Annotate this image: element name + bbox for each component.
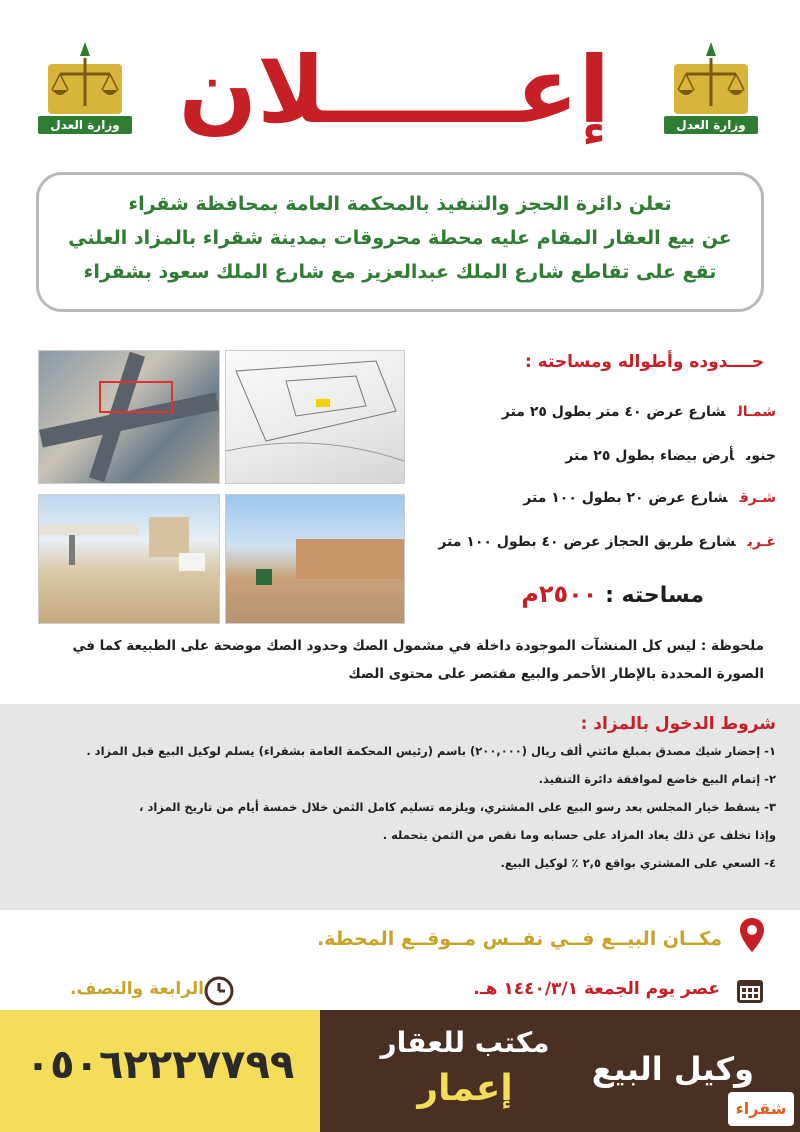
conditions-heading: شروط الدخول بالمزاد : <box>580 714 776 734</box>
announcement-line: عن بيع العقار المقام عليه محطة محروقات بمدينة شقراء بالمزاد العلني <box>68 227 732 249</box>
condition-item: ٤- السعي على المشتري بواقع ٢,٥ ٪ لوكيل البيع. <box>500 856 776 870</box>
note-text: ملحوظة : ليس كل المنشآت الموجودة داخلة في مشمول الصك وحدود الصك موضحة على الطبيعة كما في الصورة المحددة بالإطار الأحمر والبيع مقتصر على محتوى الصك <box>72 638 764 682</box>
sale-time: الرابعة والنصف. <box>70 979 204 999</box>
boundary-text: شارع عرض ٢٠ بطول ١٠٠ متر <box>523 490 728 506</box>
page-title: إعــــــلان <box>178 37 610 144</box>
footer-banner <box>0 1010 800 1132</box>
condition-item: ٢- إتمام البيع خاضع لموافقة دائرة التنفيذ. <box>538 772 776 786</box>
logo-label: وزارة العدل <box>38 116 132 134</box>
direction-label: غـرب <box>747 534 776 550</box>
location-pin-icon <box>740 918 764 952</box>
phone-number[interactable]: ٠٥٠٦٢٢٢٧٧٩٩ <box>25 1042 295 1088</box>
calendar-icon <box>736 976 764 1004</box>
scales-emblem-icon <box>664 38 758 116</box>
condition-item: ٣- يسقط خيار المجلس بعد رسو البيع على المشتري، ويلزمه تسليم كامل الثمن خلال خمسة أيام من تاريخ المزاد ، <box>139 800 776 814</box>
station-photo-1 <box>38 494 220 624</box>
boundary-south <box>396 448 776 464</box>
office-label: مكتب للعقار <box>380 1026 550 1059</box>
station-photo-2 <box>225 494 405 624</box>
boundary-text: أرض بيضاء بطول ٢٥ متر <box>565 448 735 464</box>
conditions-section <box>0 704 800 910</box>
satellite-photo <box>38 350 220 484</box>
boundary-north <box>396 404 776 420</box>
area-row <box>394 580 704 608</box>
area-label: مساحته : <box>605 583 704 608</box>
watermark-logo: شقراء <box>728 1092 794 1126</box>
direction-label: جنوب <box>746 448 776 464</box>
boundaries-heading: حــــدوده وأطواله ومساحته : <box>524 352 764 372</box>
boundary-text: شارع طريق الحجاز عرض ٤٠ بطول ١٠٠ متر <box>438 534 736 550</box>
clock-icon <box>204 976 234 1006</box>
condition-item: ١- إحضار شيك مصدق بمبلغ مائتي ألف ريال (٢٠٠,٠٠٠) باسم (رئيس المحكمة العامة بشقراء) يسلم لوكيل البيع قبل المزاد . <box>86 744 776 758</box>
brand-logo: إعمار <box>417 1068 513 1109</box>
sale-place: مكــان البيــع فــي نفــس مــوقــع المحطة. <box>316 928 722 950</box>
ministry-logo-left <box>38 38 132 134</box>
direction-label: شـرق <box>739 490 776 506</box>
ministry-logo-right <box>664 38 758 134</box>
direction-label: شمـال <box>737 404 776 420</box>
area-value: ٢٥٠٠م <box>521 580 598 608</box>
boundary-east <box>396 490 776 506</box>
announcement-box <box>36 172 764 312</box>
scales-emblem-icon <box>38 38 132 116</box>
sale-agent-label: وكيل البيع <box>591 1050 754 1088</box>
logo-label: وزارة العدل <box>664 116 758 134</box>
boundary-text: شارع عرض ٤٠ متر بطول ٢٥ متر <box>501 404 726 420</box>
boundary-west <box>396 534 776 550</box>
announcement-line: تعلن دائرة الحجز والتنفيذ بالمحكمة العامة بمحافظة شقراء <box>128 193 672 215</box>
phone-panel <box>0 1010 320 1132</box>
site-plan-drawing <box>225 350 405 484</box>
condition-item: وإذا تخلف عن ذلك يعاد المزاد على حسابه وما نقص من الثمن يتحمله . <box>382 828 776 842</box>
announcement-line: تقع على تقاطع شارع الملك عبدالعزيز مع شارع الملك سعود بشقراء <box>83 261 717 283</box>
sale-date: عصر يوم الجمعة ١٤٤٠/٣/١ هـ. <box>473 979 720 999</box>
